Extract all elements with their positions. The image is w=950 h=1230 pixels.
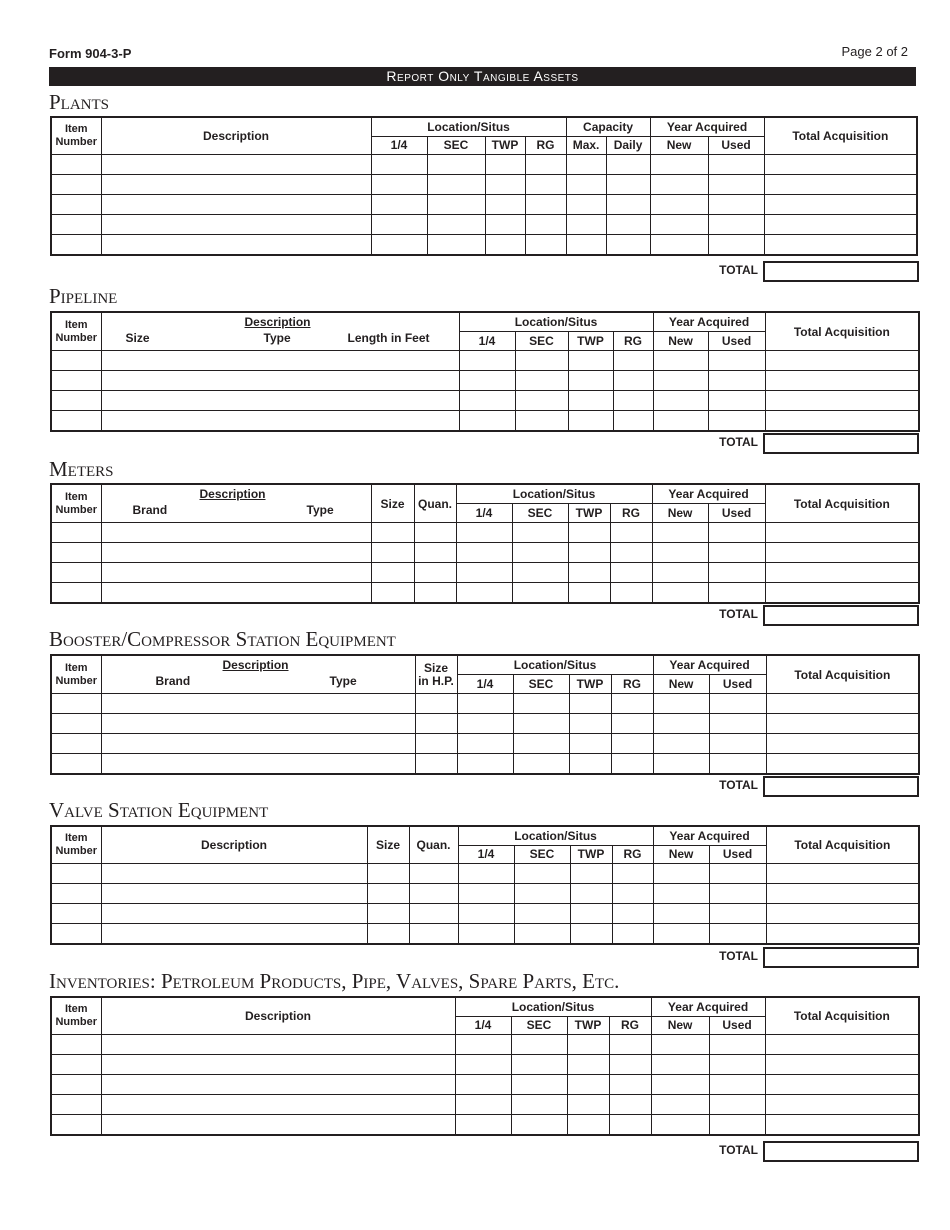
sec-header: SEC: [515, 332, 568, 351]
twp-header: TWP: [569, 675, 611, 694]
description-header: Description: [101, 997, 455, 1034]
plants-title: Plants: [49, 90, 110, 114]
table-row: [51, 391, 919, 411]
table-row: [51, 351, 919, 371]
sec-header: SEC: [513, 675, 569, 694]
booster-title: Booster/Compressor Station Equipment: [49, 627, 396, 651]
table-row: [51, 1074, 919, 1094]
quarter-header: 1/4: [459, 332, 515, 351]
pipeline-title: Pipeline: [49, 284, 118, 308]
location-situs-header: Location/Situs: [457, 655, 653, 675]
description-heading: Description: [222, 658, 289, 672]
total-acquisition-header: Total Acquisition: [765, 997, 919, 1034]
table-row: [51, 543, 919, 563]
year-acquired-header: Year Acquired: [653, 655, 766, 675]
table-row: [51, 694, 919, 714]
description-header: [101, 655, 415, 694]
table-row: [51, 1094, 919, 1114]
quarter-header: 1/4: [371, 136, 427, 154]
total-field[interactable]: [763, 261, 919, 282]
description-heading: Description: [244, 315, 311, 329]
rg-header: RG: [525, 136, 566, 154]
size-header: Size: [367, 826, 409, 863]
quan-header: Quan.: [409, 826, 458, 863]
length-header: Length in Feet: [347, 331, 430, 345]
inventories-table: [50, 996, 920, 1136]
quarter-header: 1/4: [458, 845, 514, 863]
table-row: [51, 754, 919, 775]
description-heading: Description: [199, 487, 266, 501]
year-acquired-header: Year Acquired: [652, 484, 765, 504]
total-label: TOTAL: [719, 949, 758, 963]
sec-header: SEC: [511, 1016, 567, 1034]
form-number: Form 904-3-P: [49, 46, 132, 61]
inventories-title: Inventories: Petroleum Products, Pipe, Valves, Spare Parts, Etc.: [49, 969, 620, 993]
description-header: Description: [101, 117, 371, 154]
valve-title: Valve Station Equipment: [49, 798, 269, 822]
plants-table: [50, 116, 918, 256]
size-header: Size: [125, 331, 150, 345]
sec-header: SEC: [512, 504, 568, 523]
table-row: [51, 714, 919, 734]
total-field[interactable]: [763, 605, 919, 626]
max-header: Max.: [566, 136, 606, 154]
twp-header: TWP: [567, 1016, 609, 1034]
year-acquired-header: Year Acquired: [653, 826, 766, 845]
table-row: [51, 371, 919, 391]
total-field[interactable]: [763, 776, 919, 797]
item-number-header: Item Number: [51, 117, 101, 154]
pipeline-table: [50, 311, 920, 432]
location-situs-header: Location/Situs: [459, 312, 653, 332]
total-label: TOTAL: [719, 263, 758, 277]
brand-header: Brand: [155, 674, 191, 688]
total-acquisition-header: Total Acquisition: [765, 484, 919, 523]
table-row: [51, 863, 919, 883]
quarter-header: 1/4: [457, 675, 513, 694]
brand-header: Brand: [132, 503, 168, 517]
booster-table: [50, 654, 920, 775]
total-acquisition-header: Total Acquisition: [765, 312, 919, 351]
table-row: [51, 154, 917, 174]
table-row: [51, 734, 919, 754]
total-acquisition-header: Total Acquisition: [766, 826, 919, 863]
year-acquired-header: Year Acquired: [650, 117, 764, 136]
table-row: [51, 214, 917, 234]
type-header: Type: [329, 674, 357, 688]
new-header: New: [653, 675, 709, 694]
year-acquired-header: Year Acquired: [653, 312, 765, 332]
quan-header: Quan.: [414, 484, 456, 523]
total-label: TOTAL: [719, 778, 758, 792]
used-header: Used: [709, 1016, 765, 1034]
used-header: Used: [708, 504, 765, 523]
description-header: [101, 312, 459, 351]
meters-title: Meters: [49, 457, 114, 481]
total-label: TOTAL: [719, 1143, 758, 1157]
table-row: [51, 411, 919, 432]
sec-header: SEC: [514, 845, 570, 863]
twp-header: TWP: [568, 504, 610, 523]
type-header: Type: [306, 503, 334, 517]
size-hp-header: Size in H.P.: [415, 655, 457, 694]
total-field[interactable]: [763, 947, 919, 968]
total-acquisition-header: Total Acquisition: [766, 655, 919, 694]
table-row: [51, 1034, 919, 1054]
item-number-header: Item Number: [51, 312, 101, 351]
year-acquired-header: Year Acquired: [651, 997, 765, 1016]
used-header: Used: [708, 136, 764, 154]
location-situs-header: Location/Situs: [455, 997, 651, 1016]
report-banner: Report Only Tangible Assets: [49, 67, 916, 86]
used-header: Used: [709, 675, 766, 694]
total-label: TOTAL: [719, 607, 758, 621]
new-header: New: [651, 1016, 709, 1034]
sec-header: SEC: [427, 136, 485, 154]
item-number-header: Item Number: [51, 997, 101, 1034]
table-row: [51, 174, 917, 194]
rg-header: RG: [610, 504, 652, 523]
meters-table: [50, 483, 920, 604]
quarter-header: 1/4: [455, 1016, 511, 1034]
item-number-header: Item Number: [51, 484, 101, 523]
table-row: [51, 234, 917, 255]
table-row: [51, 1054, 919, 1074]
new-header: New: [653, 845, 709, 863]
twp-header: TWP: [485, 136, 525, 154]
description-header: Description: [101, 826, 367, 863]
twp-header: TWP: [570, 845, 612, 863]
table-row: [51, 563, 919, 583]
rg-header: RG: [611, 675, 653, 694]
location-situs-header: Location/Situs: [458, 826, 653, 845]
capacity-header: Capacity: [566, 117, 650, 136]
table-row: [51, 903, 919, 923]
table-row: [51, 194, 917, 214]
new-header: New: [653, 332, 708, 351]
description-header: [101, 484, 371, 523]
location-situs-header: Location/Situs: [456, 484, 652, 504]
page-number: Page 2 of 2: [841, 44, 908, 59]
used-header: Used: [709, 845, 766, 863]
used-header: Used: [708, 332, 765, 351]
table-row: [51, 923, 919, 944]
type-header: Type: [263, 331, 291, 345]
table-row: [51, 1114, 919, 1135]
quarter-header: 1/4: [456, 504, 512, 523]
total-acquisition-header: Total Acquisition: [764, 117, 917, 154]
total-field[interactable]: [763, 1141, 919, 1162]
item-number-header: Item Number: [51, 655, 101, 694]
new-header: New: [650, 136, 708, 154]
table-row: [51, 583, 919, 604]
twp-header: TWP: [568, 332, 613, 351]
new-header: New: [652, 504, 708, 523]
rg-header: RG: [613, 332, 653, 351]
daily-header: Daily: [606, 136, 650, 154]
table-row: [51, 523, 919, 543]
table-row: [51, 883, 919, 903]
rg-header: RG: [612, 845, 653, 863]
total-field[interactable]: [763, 433, 919, 454]
valve-table: [50, 825, 920, 945]
item-number-header: Item Number: [51, 826, 101, 863]
total-label: TOTAL: [719, 435, 758, 449]
rg-header: RG: [609, 1016, 651, 1034]
location-situs-header: Location/Situs: [371, 117, 566, 136]
size-header: Size: [371, 484, 414, 523]
